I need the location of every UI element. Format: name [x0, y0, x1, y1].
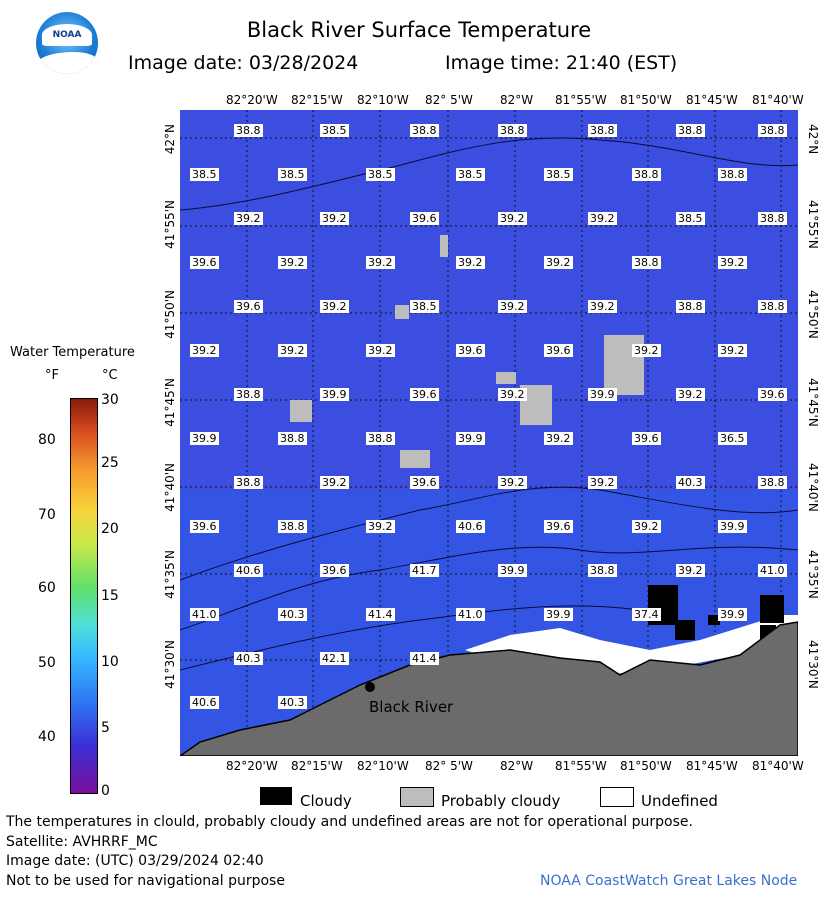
temperature-label: 39.9	[720, 608, 745, 621]
black-river-marker	[365, 682, 375, 692]
temperature-label: 39.6	[412, 476, 437, 489]
temperature-label: 40.6	[192, 696, 217, 709]
lon-label-bottom: 81°55'W	[555, 759, 607, 773]
cloudy-swatch	[260, 787, 292, 805]
temperature-label: 38.5	[280, 168, 305, 181]
temperature-label: 38.8	[368, 432, 393, 445]
lon-label-top: 82°10'W	[357, 93, 409, 107]
legend-title: Water Temperature	[10, 345, 135, 360]
f-tick: 50	[38, 655, 56, 671]
temperature-label: 39.2	[368, 344, 393, 357]
lon-label-bottom: 81°40'W	[752, 759, 804, 773]
temperature-label: 38.8	[236, 124, 261, 137]
temperature-label: 39.6	[192, 520, 217, 533]
unit-celsius: °C	[102, 368, 118, 383]
temperature-label: 39.6	[412, 212, 437, 225]
temperature-label: 39.6	[412, 388, 437, 401]
temperature-label: 42.1	[322, 652, 347, 665]
temperature-label: 38.5	[368, 168, 393, 181]
c-tick: 0	[101, 783, 110, 799]
temperature-label: 38.8	[720, 168, 745, 181]
temperature-label: 38.8	[760, 212, 785, 225]
temperature-label: 39.2	[192, 344, 217, 357]
temperature-label: 39.6	[546, 520, 571, 533]
temperature-label: 38.8	[236, 476, 261, 489]
lat-label-right: 41°45'N	[806, 378, 820, 427]
temperature-label: 39.6	[236, 300, 261, 313]
lon-label-top: 81°45'W	[686, 93, 738, 107]
lon-label-top: 81°50'W	[620, 93, 672, 107]
lat-label-left: 42°N	[163, 124, 177, 155]
temperature-label: 38.8	[500, 124, 525, 137]
temperature-label: 39.9	[500, 564, 525, 577]
c-tick: 30	[101, 392, 119, 408]
lat-label-right: 41°35'N	[806, 550, 820, 599]
lat-label-left: 41°35'N	[163, 550, 177, 599]
temperature-label: 39.9	[192, 432, 217, 445]
f-tick: 80	[38, 432, 56, 448]
temperature-label: 38.5	[192, 168, 217, 181]
footer-note: The temperatures in clould, probably cloudy and undefined areas are not for operational purpose.	[6, 814, 693, 830]
temperature-label: 38.8	[760, 300, 785, 313]
temperature-label: 39.6	[192, 256, 217, 269]
lon-label-top: 82°W	[500, 93, 534, 107]
temperature-label: 39.2	[500, 388, 525, 401]
lon-label-top: 81°55'W	[555, 93, 607, 107]
image-time: Image time: 21:40 (EST)	[445, 52, 678, 74]
temperature-label: 39.2	[546, 432, 571, 445]
f-tick: 40	[38, 729, 56, 745]
lon-label-bottom: 82°W	[500, 759, 534, 773]
temperature-label: 39.2	[322, 212, 347, 225]
temperature-label: 41.4	[412, 652, 437, 665]
logo-wave-icon	[36, 52, 98, 74]
temperature-label: 39.6	[760, 388, 785, 401]
place-label: Black River	[369, 698, 454, 716]
lat-label-left: 41°40'N	[163, 463, 177, 512]
lon-label-bottom: 82°15'W	[291, 759, 343, 773]
temperature-label: 39.2	[634, 344, 659, 357]
temperature-label: 39.2	[280, 256, 305, 269]
temperature-label: 38.8	[280, 432, 305, 445]
temperature-label: 39.9	[458, 432, 483, 445]
c-tick: 25	[101, 455, 119, 471]
temperature-label: 40.6	[458, 520, 483, 533]
c-tick: 10	[101, 654, 119, 670]
footer-nav-warning: Not to be used for navigational purpose	[6, 873, 285, 889]
c-tick: 15	[101, 588, 119, 604]
temperature-label: 39.2	[678, 564, 703, 577]
map-canvas	[180, 110, 798, 756]
temperature-label: 41.0	[760, 564, 785, 577]
footer-satellite: Satellite: AVHRRF_MC	[6, 834, 158, 850]
lat-label-right: 41°55'N	[806, 200, 820, 249]
temperature-label: 41.0	[458, 608, 483, 621]
temperature-label: 38.8	[760, 476, 785, 489]
lat-label-right: 41°50'N	[806, 290, 820, 339]
temperature-label: 39.2	[634, 520, 659, 533]
lat-label-left: 41°50'N	[163, 290, 177, 339]
temperature-label: 39.2	[500, 212, 525, 225]
temperature-label: 41.7	[412, 564, 437, 577]
temperature-label: 38.5	[412, 300, 437, 313]
c-tick: 5	[101, 720, 110, 736]
footer-utc-date: Image date: (UTC) 03/29/2024 02:40	[6, 853, 264, 869]
c-tick: 20	[101, 521, 119, 537]
lat-label-right: 41°30'N	[806, 640, 820, 689]
temperature-label: 39.9	[546, 608, 571, 621]
temperature-label: 36.5	[720, 432, 745, 445]
image-date: Image date: 03/28/2024	[128, 52, 359, 74]
logo-text: NOAA	[52, 30, 82, 40]
lon-label-top: 82° 5'W	[425, 93, 473, 107]
temperature-label: 38.8	[236, 388, 261, 401]
temperature-label: 38.8	[590, 564, 615, 577]
temperature-label: 39.2	[500, 300, 525, 313]
temperature-label: 39.9	[590, 388, 615, 401]
temperature-label: 41.4	[368, 608, 393, 621]
temperature-label: 38.8	[280, 520, 305, 533]
temperature-label: 38.5	[322, 124, 347, 137]
temperature-label: 40.3	[280, 608, 305, 621]
temperature-label: 39.2	[500, 476, 525, 489]
temperature-label: 40.3	[280, 696, 305, 709]
temperature-label: 39.2	[720, 344, 745, 357]
f-tick: 60	[38, 580, 56, 596]
temperature-map	[180, 110, 798, 756]
unit-fahrenheit: °F	[45, 368, 59, 383]
temperature-label: 39.2	[368, 520, 393, 533]
f-tick: 70	[38, 507, 56, 523]
temperature-label: 39.6	[322, 564, 347, 577]
lat-label-right: 42°N	[806, 124, 820, 155]
temperature-label: 39.9	[720, 520, 745, 533]
map-title: Black River Surface Temperature	[246, 18, 592, 42]
lon-label-bottom: 81°45'W	[686, 759, 738, 773]
temperature-label: 40.3	[236, 652, 261, 665]
temperature-label: 40.6	[236, 564, 261, 577]
temperature-label: 39.2	[590, 476, 615, 489]
temperature-label: 39.2	[678, 388, 703, 401]
temperature-label: 38.8	[678, 300, 703, 313]
lat-label-right: 41°40'N	[806, 463, 820, 512]
undefined-label: Undefined	[641, 792, 718, 810]
temperature-label: 39.6	[458, 344, 483, 357]
temperature-label: 37.4	[634, 608, 659, 621]
temperature-label: 38.8	[678, 124, 703, 137]
lat-label-left: 41°45'N	[163, 378, 177, 427]
temperature-label: 39.2	[368, 256, 393, 269]
lon-label-bottom: 82°20'W	[226, 759, 278, 773]
lat-label-left: 41°30'N	[163, 640, 177, 689]
temperature-label: 39.2	[322, 300, 347, 313]
temperature-label: 39.2	[590, 212, 615, 225]
temperature-label: 38.8	[760, 124, 785, 137]
probably-cloudy-swatch	[400, 787, 434, 807]
cloudy-label: Cloudy	[300, 792, 352, 810]
undefined-swatch	[600, 787, 634, 807]
temperature-label: 39.2	[280, 344, 305, 357]
lon-label-top: 81°40'W	[752, 93, 804, 107]
temperature-label: 39.9	[322, 388, 347, 401]
temperature-label: 39.2	[458, 256, 483, 269]
lon-label-bottom: 81°50'W	[620, 759, 672, 773]
temperature-label: 39.2	[236, 212, 261, 225]
temperature-label: 39.6	[546, 344, 571, 357]
lon-label-top: 82°20'W	[226, 93, 278, 107]
temperature-label: 39.2	[720, 256, 745, 269]
lat-label-left: 41°55'N	[163, 200, 177, 249]
temperature-label: 38.5	[678, 212, 703, 225]
footer-credit: NOAA CoastWatch Great Lakes Node	[540, 873, 798, 889]
temperature-label: 39.2	[590, 300, 615, 313]
temperature-label: 38.8	[412, 124, 437, 137]
temperature-label: 38.8	[590, 124, 615, 137]
temperature-label: 38.8	[634, 256, 659, 269]
temperature-label: 38.5	[546, 168, 571, 181]
lon-label-top: 82°15'W	[291, 93, 343, 107]
temperature-label: 38.5	[458, 168, 483, 181]
lon-label-bottom: 82° 5'W	[425, 759, 473, 773]
temperature-label: 40.3	[678, 476, 703, 489]
temperature-label: 39.6	[634, 432, 659, 445]
probably-cloudy-label: Probably cloudy	[441, 792, 561, 810]
color-scale-bar	[70, 398, 98, 794]
temperature-label: 38.8	[634, 168, 659, 181]
temperature-label: 39.2	[546, 256, 571, 269]
temperature-label: 39.2	[322, 476, 347, 489]
lon-label-bottom: 82°10'W	[357, 759, 409, 773]
temperature-label: 41.0	[192, 608, 217, 621]
